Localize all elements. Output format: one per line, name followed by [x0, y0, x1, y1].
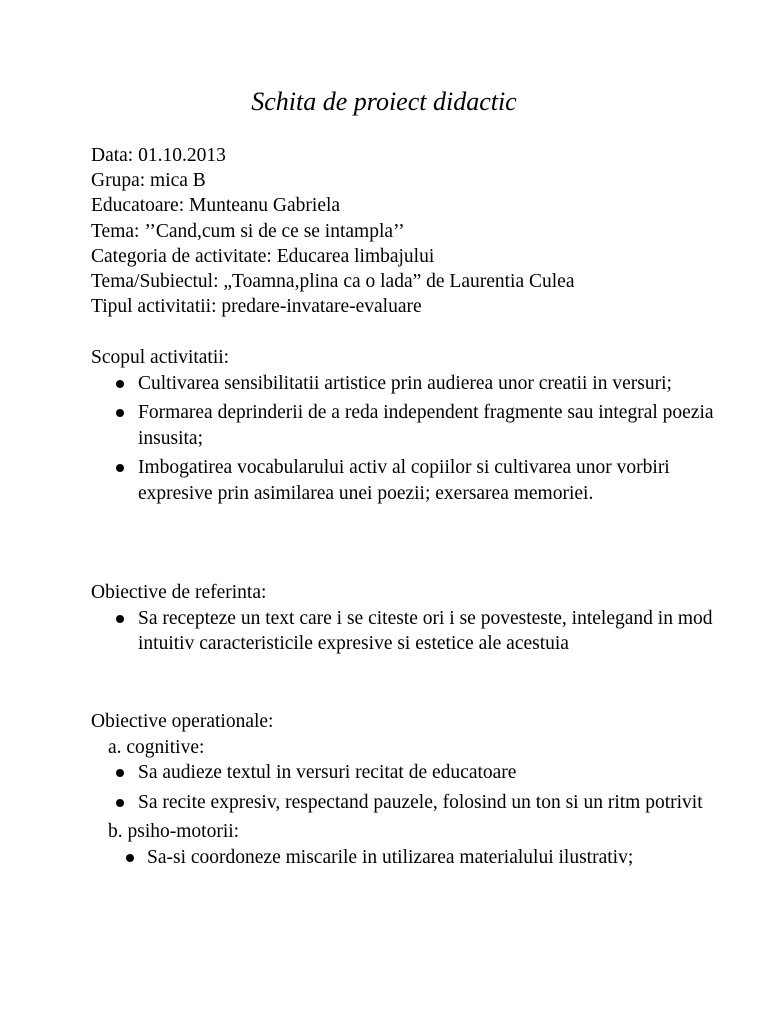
- bullet-icon: [116, 464, 124, 472]
- list-item-text: Imbogatirea vocabularului activ al copiilor si cultivarea unor vorbiri expresive prin asimilarea unei poezii; exersarea memoriei.: [138, 457, 670, 504]
- bullet-icon: [116, 409, 124, 417]
- list-item-text: Sa recite expresiv, respectand pauzele, folosind un ton si un ritm potrivit: [138, 791, 703, 813]
- subsection-label-psychomotor: b. psiho-motorii:: [108, 821, 240, 843]
- list-item-text: Sa-si coordoneze miscarile in utilizarea materialului ilustrativ;: [147, 846, 634, 868]
- detail-teacher: Educatoare: Munteanu Gabriela: [91, 195, 341, 217]
- list-item-text: Sa audieze textul in versuri recitat de educatoare: [138, 762, 517, 784]
- detail-theme: Tema: ’’Cand,cum si de ce se intampla’’: [91, 220, 405, 242]
- section-operational-objectives: [91, 709, 731, 875]
- bullet-icon: [116, 799, 124, 807]
- bullet-list: [91, 760, 731, 815]
- bullet-icon: [116, 769, 124, 777]
- document-title: Schita de proiect didactic: [251, 87, 517, 116]
- list-item: [91, 400, 731, 451]
- subsection-label-cognitive: a. cognitive:: [108, 736, 205, 758]
- bullet-list: [91, 371, 731, 507]
- list-item: [91, 371, 731, 397]
- detail-date: Data: 01.10.2013: [91, 145, 226, 166]
- list-item-text: Formarea deprinderii de a reda independent fragmente sau integral poezia insusita;: [138, 402, 714, 449]
- bullet-icon: [116, 380, 124, 388]
- section-reference-objectives: [91, 580, 731, 661]
- detail-activity-type: Tipul activitatii: predare-invatare-evaluare: [91, 296, 422, 318]
- list-item: [91, 760, 731, 786]
- list-item: [91, 845, 731, 871]
- list-item-text: Cultivarea sensibilitatii artistice prin audierea unor creatii in versuri;: [138, 372, 672, 394]
- section-heading: Obiective operationale:: [91, 711, 274, 732]
- bullet-icon: [126, 854, 134, 862]
- project-details: [91, 143, 731, 319]
- detail-group: Grupa: mica B: [91, 170, 206, 192]
- list-item: [91, 790, 731, 816]
- bullet-list: [91, 845, 731, 871]
- list-item-text: Sa recepteze un text care i se citeste ori i se povesteste, intelegand in mod intuitiv caracteristicile expresive si estetice ale acestuia: [138, 607, 713, 655]
- list-item: [91, 606, 731, 657]
- list-item: [91, 455, 731, 506]
- bullet-list: [91, 606, 731, 657]
- section-heading: Scopul activitatii:: [91, 347, 230, 368]
- detail-subject: Tema/Subiectul: „Toamna,plina ca o lada” de Laurentia Culea: [91, 271, 575, 293]
- section-heading: Obiective de referinta:: [91, 582, 267, 603]
- section-scope: [91, 345, 731, 511]
- detail-activity-category: Categoria de activitate: Educarea limbajului: [91, 245, 435, 267]
- bullet-icon: [116, 615, 124, 623]
